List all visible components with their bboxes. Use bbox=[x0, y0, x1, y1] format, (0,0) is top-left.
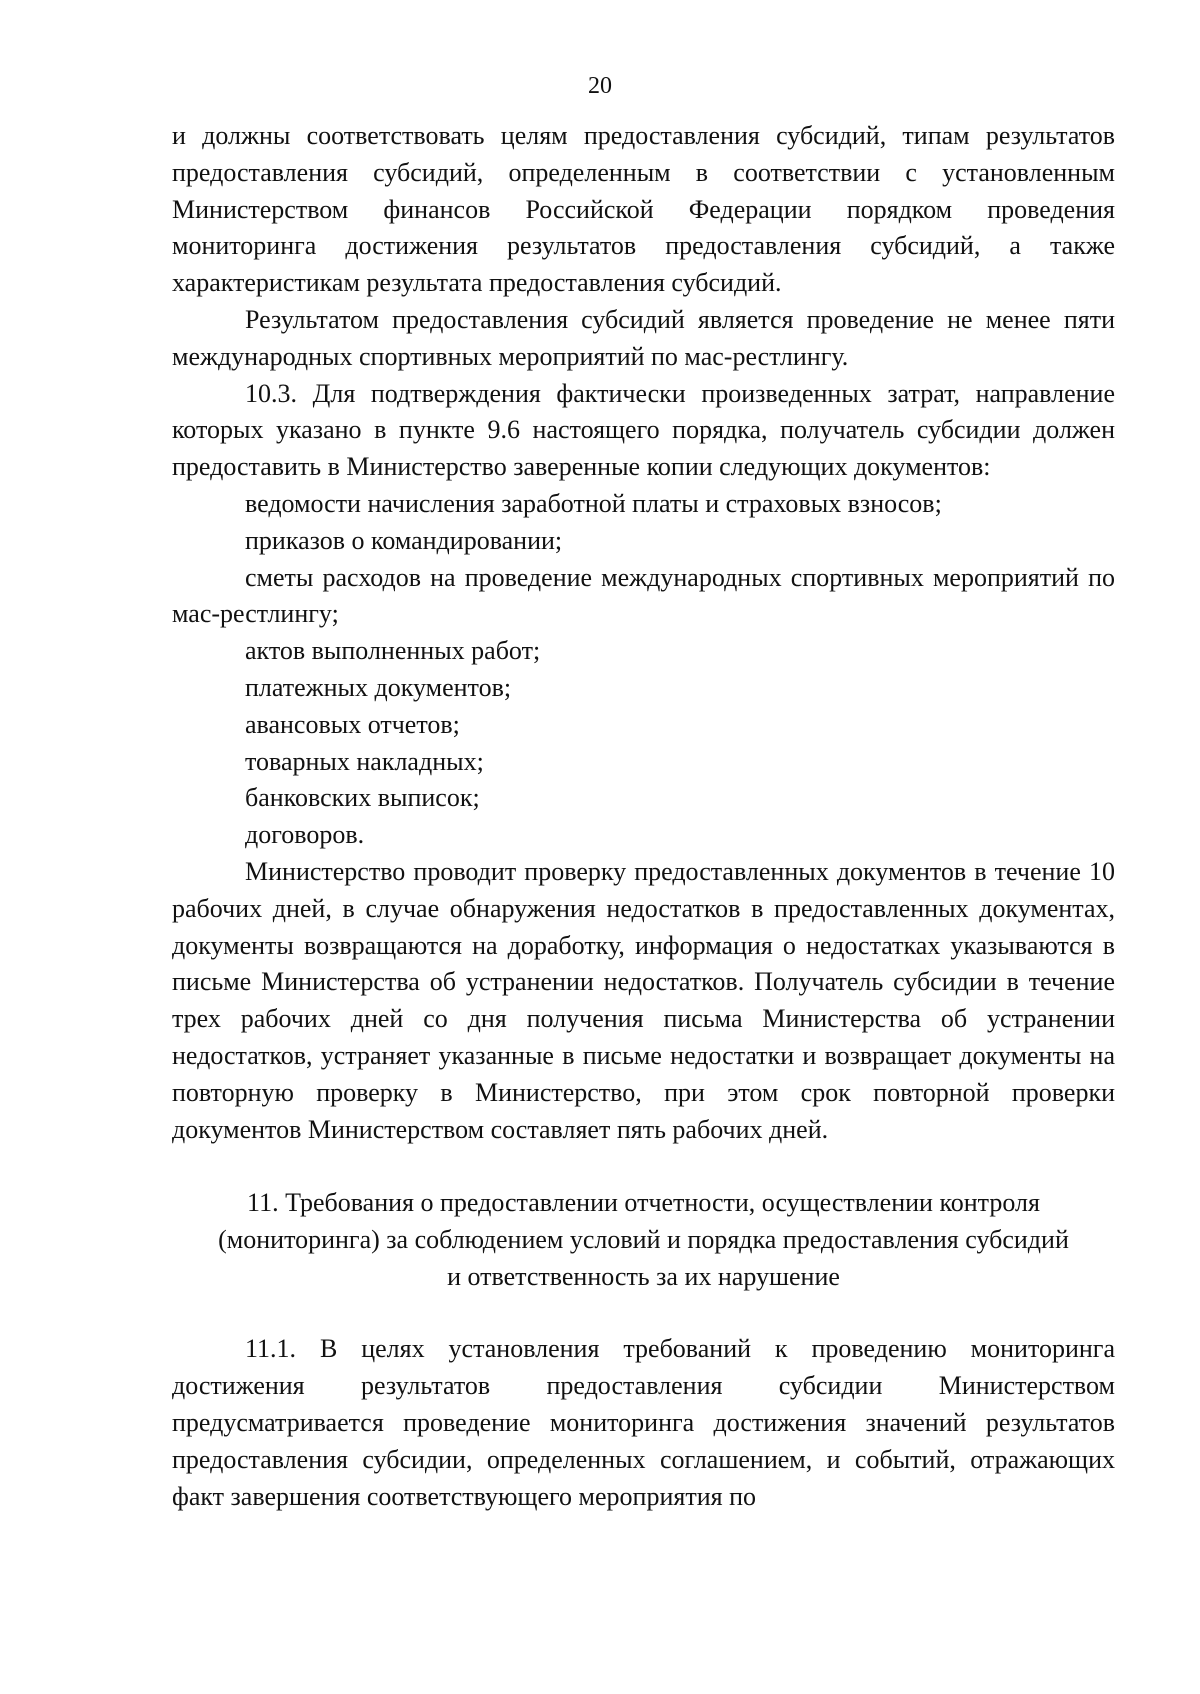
list-item-travel-orders: приказов о командировании; bbox=[245, 525, 563, 555]
list-item-payment-documents: платежных документов; bbox=[245, 672, 512, 702]
list-item-cost-estimates: сметы расходов на проведение международных спортивных мероприятий по мас-рестлингу; bbox=[172, 562, 1115, 629]
section-heading-line-1: 11. Требования о предоставлении отчетности, осуществлении контроля bbox=[247, 1188, 1040, 1218]
list-item-work-acts: актов выполненных работ; bbox=[245, 636, 541, 666]
section-heading-line-2: (мониторинга) за соблюдением условий и порядка предоставления субсидий bbox=[218, 1225, 1069, 1255]
list-item-bank-statements: банковских выписок; bbox=[245, 783, 480, 813]
section-heading-line-3: и ответственность за их нарушение bbox=[447, 1262, 840, 1292]
paragraph-11-1: 11.1. В целях установления требований к проведению мониторинга достижения результатов предоставления субсидии Министерством предусматривается проведение мониторинга достижения значений результатов предоставления субсидии, определенных соглашением, и событий, отражающих факт завершения соответствующего мероприятия по bbox=[172, 1334, 1115, 1511]
list-item-payroll: ведомости начисления заработной платы и страховых взносов; bbox=[245, 488, 942, 518]
list-item-contracts: договоров. bbox=[245, 820, 365, 850]
list-item-advance-reports: авансовых отчетов; bbox=[245, 709, 460, 739]
document-body bbox=[172, 118, 1115, 1515]
page-number: 20 bbox=[588, 73, 612, 99]
paragraph-result: Результатом предоставления субсидий является проведение не менее пяти международных спортивных мероприятий по мас-рестлингу. bbox=[172, 304, 1115, 371]
paragraph-ministry-check: Министерство проводит проверку предоставленных документов в течение 10 рабочих дней, в случае обнаружения недостатков в предоставленных документах, документы возвращаются на доработку, информация о недостатках указываются в письме Министерства об устранении недостатков. Получатель субсидии в течение трех рабочих дней со дня получения письма Министерства об устранении недостатков, устраняет указанные в письме недостатки и возвращает документы на повторную проверку в Министерство, при этом срок повторной проверки документов Министерством составляет пять рабочих дней. bbox=[172, 856, 1115, 1144]
paragraph-10-3: 10.3. Для подтверждения фактически произведенных затрат, направление которых указано в пункте 9.6 настоящего порядка, получатель субсидии должен предоставить в Министерство заверенные копии следующих документов: bbox=[172, 378, 1115, 482]
list-item-waybills: товарных накладных; bbox=[245, 746, 484, 776]
paragraph-continuation: и должны соответствовать целям предоставления субсидий, типам результатов предоставления субсидий, определенным в соответствии с установленным Министерством финансов Российской Федерации порядком проведения мониторинга достижения результатов предоставления субсидий, а также характеристикам результата предоставления субсидий. bbox=[172, 121, 1115, 298]
section-heading-11 bbox=[172, 1184, 1115, 1295]
